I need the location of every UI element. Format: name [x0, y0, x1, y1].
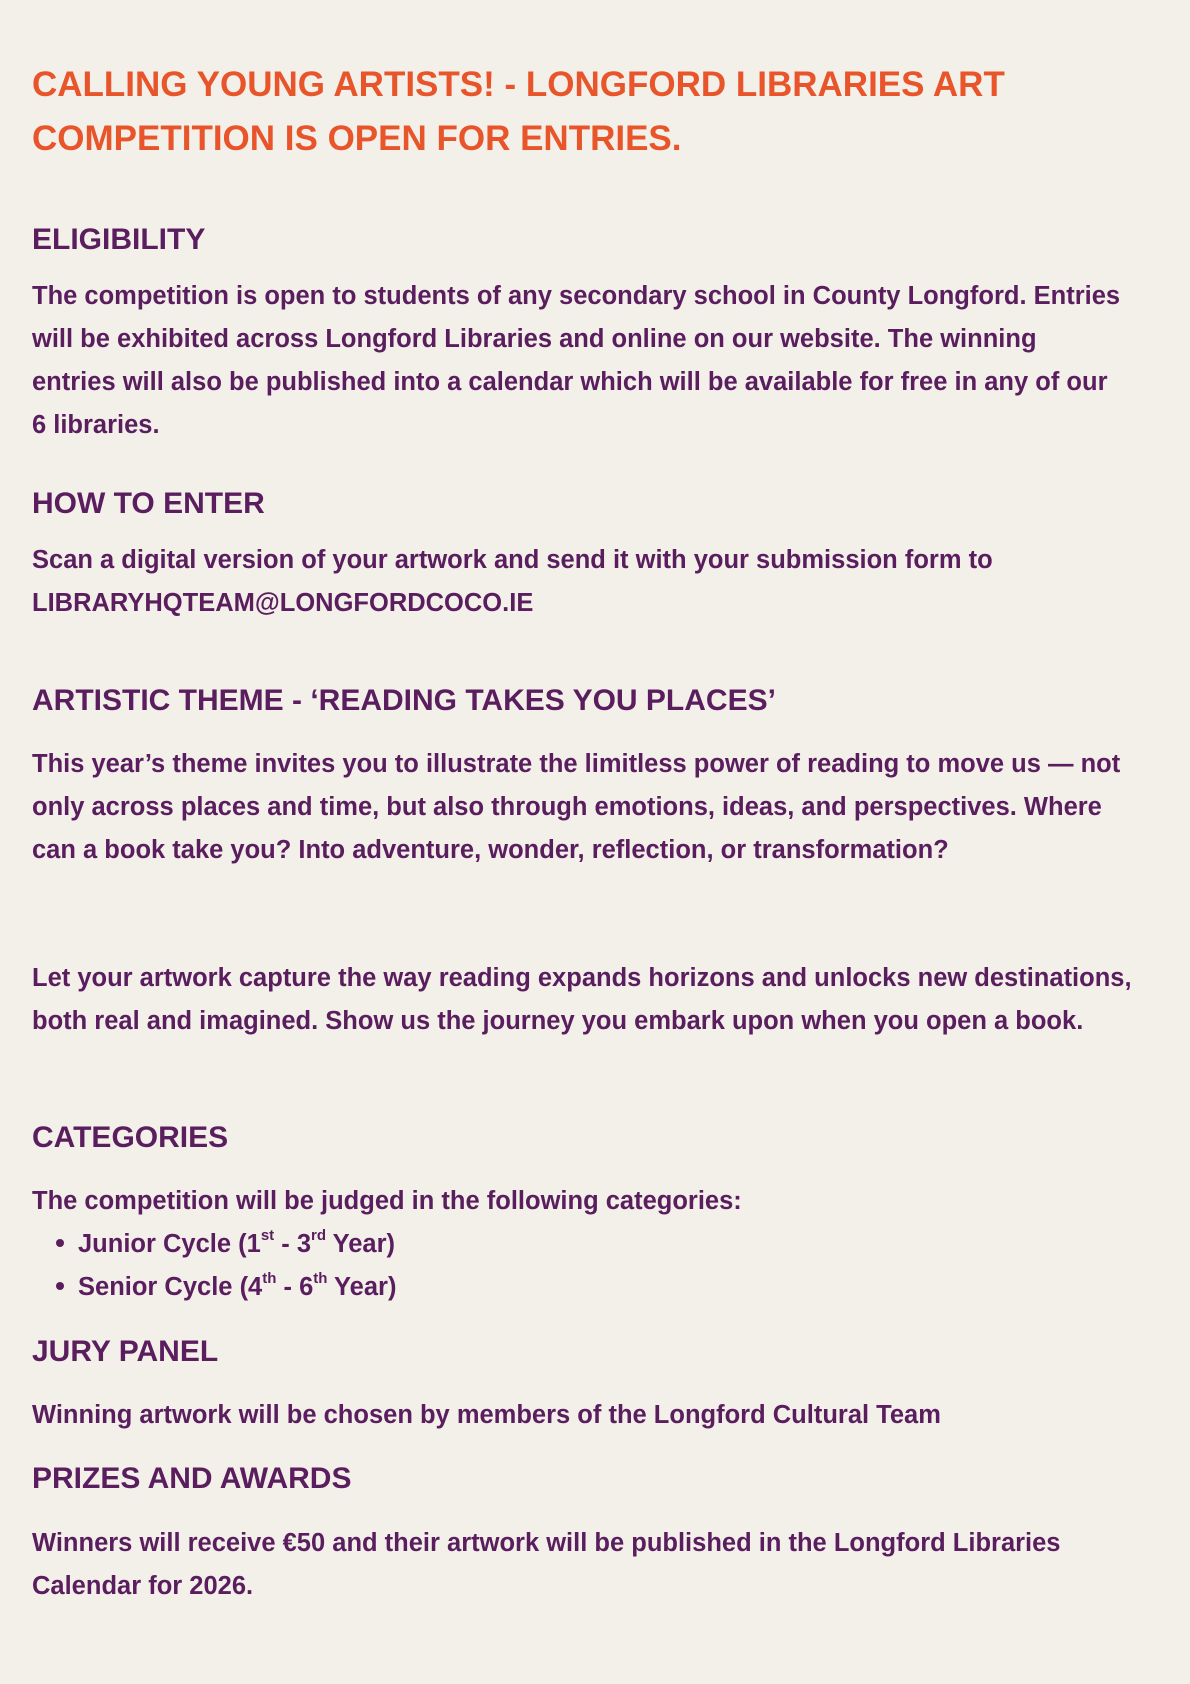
- prizes-body: Winners will receive €50 and their artwork will be published in the Longford Libraries Calendar for 2026.: [32, 1529, 1061, 1600]
- category-label: Senior Cycle (4th - 6th Year): [78, 1269, 397, 1301]
- categories-heading: CATEGORIES: [32, 1121, 229, 1154]
- category-label: Junior Cycle (1st - 3rd Year): [78, 1226, 396, 1258]
- theme-body-1: This year’s theme invites you to illustrate the limitless power of reading to move us — not only across places and time, but also through emotions, ideas, and perspectives. Where can a book take you? Into adventure, wonder, reflection, or transformation?: [32, 750, 1121, 864]
- list-item: [32, 1223, 396, 1266]
- prizes-heading: PRIZES AND AWARDS: [32, 1462, 352, 1495]
- bullet-icon: [56, 1239, 64, 1247]
- list-item: [32, 1266, 396, 1309]
- categories-list: [32, 1223, 396, 1309]
- categories-intro: The competition will be judged in the following categories:: [32, 1187, 742, 1215]
- theme-body-2: Let your artwork capture the way reading expands horizons and unlocks new destinations, both real and imagined. Show us the journey you embark upon when you open a book.: [32, 964, 1132, 1035]
- how-to-enter-body: Scan a digital version of your artwork and send it with your submission form to LIBRARYHQTEAM@LONGFORDCOCO.IE: [32, 546, 993, 617]
- page-title: CALLING YOUNG ARTISTS! - LONGFORD LIBRARIES ART COMPETITION IS OPEN FOR ENTRIES.: [32, 65, 1005, 158]
- how-to-enter-heading: HOW TO ENTER: [32, 487, 265, 520]
- jury-body: Winning artwork will be chosen by members of the Longford Cultural Team: [32, 1401, 941, 1429]
- eligibility-heading: ELIGIBILITY: [32, 223, 206, 256]
- eligibility-body: The competition is open to students of any secondary school in County Longford. Entries will be exhibited across Longford Libraries and online on our website. The winning entries will also be published into a calendar which will be available for free in any of our 6 libraries.: [32, 282, 1121, 439]
- bullet-icon: [56, 1282, 64, 1290]
- jury-heading: JURY PANEL: [32, 1335, 219, 1368]
- theme-heading: ARTISTIC THEME - ‘READING TAKES YOU PLACES’: [32, 684, 776, 717]
